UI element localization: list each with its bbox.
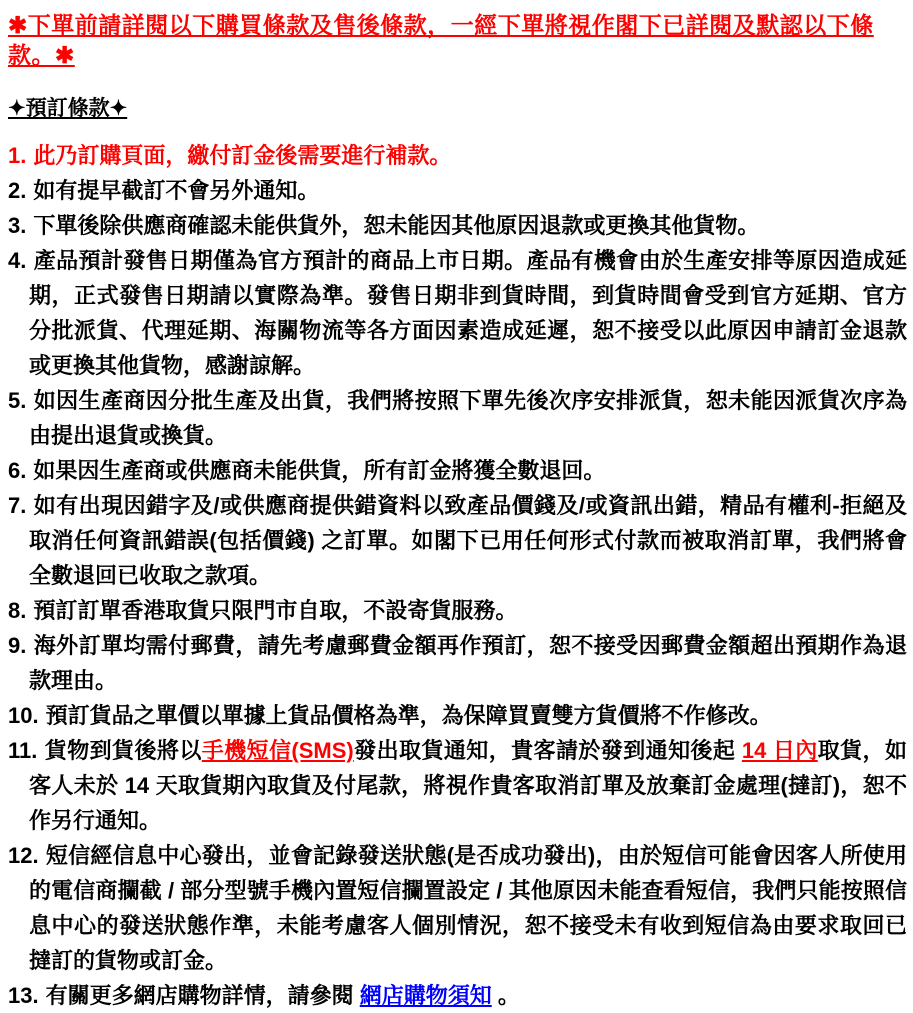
term-text: 預訂訂單香港取貨只限門市自取，不設寄貨服務。 [33,598,518,623]
term-text: 海外訂單均需付郵費，請先考慮郵費金額再作預訂，恕不接受因郵費金額超出預期作為退款理由。 [29,633,907,693]
term-item-1 [8,138,907,173]
term-number: 9. [8,633,27,658]
term-text: 如果因生產商或供應商未能供貨，所有訂金將獲全數退回。 [33,458,606,483]
term-item-4 [8,243,907,383]
term-item-11 [8,733,907,838]
term-item-3 [8,208,907,243]
term-item-8 [8,593,907,628]
term-number: 6. [8,458,27,483]
term-item-12 [8,838,907,978]
term-number: 13. [8,983,39,1008]
term-number: 4. [8,248,27,273]
term-number: 5. [8,388,27,413]
term-text: 發出取貨通知，貴客請於發到通知後起 [353,738,742,763]
term-text: 貨物到貨後將以 [44,738,202,763]
sms-notice-highlight: 手機短信(SMS) [201,738,354,763]
term-number: 12. [8,843,39,868]
term-number: 10. [8,703,39,728]
term-number: 7. [8,493,27,518]
term-text: 有關更多網店購物詳情，請參閱 [45,983,360,1008]
term-item-7 [8,488,907,593]
term-text: 下單後除供應商確認未能供貨外，恕未能因其他原因退款或更換其他貨物。 [33,213,760,238]
term-text: 如有提早截訂不會另外通知。 [33,178,320,203]
term-text: 如因生產商因分批生產及出貨，我們將按照下單先後次序安排派貨，恕未能因派貨次序為由提出退貨或換貨。 [29,388,907,448]
term-number: 2. [8,178,27,203]
terms-list [8,138,907,1013]
term-number: 3. [8,213,27,238]
term-text: 取貨，如客人未於 14 天取貨期內取貨及付尾款，將視作貴客取消訂單及放棄訂金處理(撻訂)，恕不作另行通知。 [29,738,907,833]
term-text: 此乃訂購頁面，繳付訂金後需要進行補款。 [33,143,452,168]
term-number: 11. [8,738,38,763]
term-item-9 [8,628,907,698]
term-item-5 [8,383,907,453]
pickup-deadline-highlight: 14 日內 [741,738,818,763]
term-number: 8. [8,598,27,623]
term-item-10 [8,698,907,733]
preorder-terms-heading: ✦預訂條款✦ [8,97,128,120]
store-shopping-guide-link[interactable]: 網店購物須知 [359,983,492,1008]
purchase-notice-title: ✱下單前請詳閱以下購買條款及售後條款，一經下單將視作閣下已詳閱及默認以下條款。✱ [8,12,874,68]
term-text: 短信經信息中心發出，並會記錄發送狀態(是否成功發出)，由於短信可能會因客人所使用的電信商攔截 / 部分型號手機內置短信攔置設定 / 其他原因未能查看短信，我們只能按照信息中心的發送狀態作準，未能考慮客人個別情況，恕不接受未有收到短信為由要求取回已撻訂的貨物或訂金。 [29,843,907,973]
term-text: 預訂貨品之單價以單據上貨品價格為準，為保障買賣雙方貨價將不作修改。 [45,703,772,728]
term-number: 1. [8,143,27,168]
term-text: 如有出現因錯字及/或供應商提供錯資料以致產品價錢及/或資訊出錯，精品有權利-拒絕及取消任何資訊錯誤(包括價錢) 之訂單。如閣下已用任何形式付款而被取消訂單，我們將會全數退回已收取之款項。 [29,493,907,588]
term-item-6 [8,453,907,488]
term-item-2 [8,173,907,208]
term-text: 產品預計發售日期僅為官方預計的商品上市日期。產品有機會由於生產安排等原因造成延期，正式發售日期請以實際為準。發售日期非到貨時間，到貨時間會受到官方延期、官方分批派貨、代理延期、海關物流等各方面因素造成延遲，恕不接受以此原因申請訂金退款或更換其他貨物，感謝諒解。 [29,248,907,378]
term-item-13 [8,978,907,1013]
term-text: 。 [491,983,520,1008]
